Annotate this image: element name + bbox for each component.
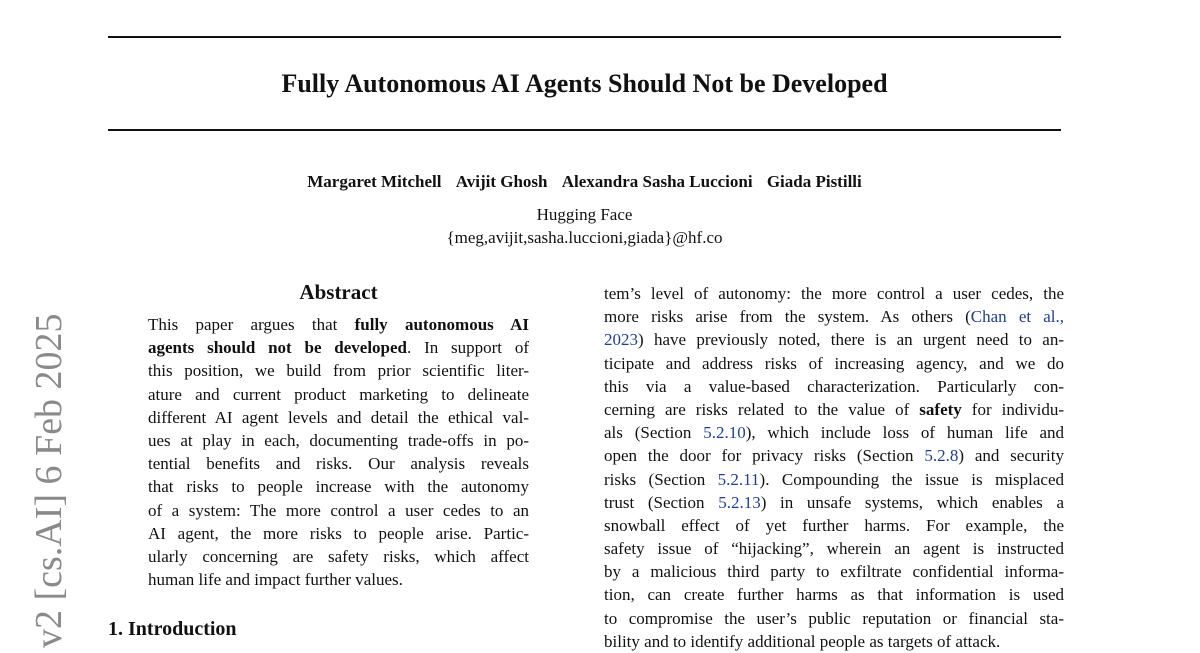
body-text: ). Compounding the issue is misplaced [759, 469, 1064, 489]
bold-text: fully autonomous AI [354, 315, 529, 334]
body-text: trust (Section [604, 492, 719, 512]
author-name: Margaret Mitchell [307, 172, 442, 191]
body-text: This paper argues that [148, 315, 355, 334]
abstract-line [148, 522, 529, 545]
body-text: . In support of [407, 338, 529, 358]
abstract-line [148, 406, 529, 429]
title-top-rule [108, 36, 1061, 38]
body-text: ) in unsafe systems, which enables a [760, 492, 1064, 512]
abstract-body [148, 313, 529, 591]
body-text: tem’s level of autonomy: the more control a user cedes, the [604, 284, 1064, 303]
title-bottom-rule [108, 129, 1061, 131]
author-name: Alexandra Sasha Luccioni [561, 172, 753, 191]
body-text: bility and to identify additional people as targets of attack. [604, 631, 1001, 651]
body-text: ) and security [958, 446, 1064, 466]
right-column-text [604, 282, 1064, 653]
right-column-line [604, 630, 1064, 653]
body-text: ticipate and address risks of increasing agency, and we do [604, 353, 1064, 373]
author-list [108, 171, 1061, 193]
affiliation-block [108, 203, 1061, 249]
citation-link[interactable]: Chan et al., [970, 307, 1064, 327]
body-text: open the door for privacy risks (Section [604, 446, 925, 466]
right-column-line [604, 607, 1064, 630]
body-text: to compromise the user’s public reputation or financial sta- [604, 608, 1064, 628]
citation-link[interactable]: 5.2.8 [924, 446, 959, 466]
citation-link[interactable]: 5.2.13 [718, 492, 761, 512]
author-name: Avijit Ghosh [455, 172, 548, 191]
right-column-line [604, 398, 1064, 421]
body-text: als (Section [604, 423, 704, 443]
body-text: ues at play in each, documenting trade-offs in po- [148, 430, 529, 450]
citation-link[interactable]: 2023 [604, 330, 638, 350]
right-column-line [604, 537, 1064, 560]
abstract-line [148, 429, 529, 452]
abstract-line [148, 359, 529, 382]
body-text: ), which include loss of human life and [745, 423, 1064, 443]
author-name: Giada Pistilli [766, 172, 862, 191]
introduction-heading: 1. Introduction [108, 618, 237, 640]
body-text: different AI agent levels and detail the ethical val- [148, 407, 529, 427]
citation-link[interactable]: 5.2.10 [703, 423, 746, 443]
abstract-line [148, 475, 529, 498]
affiliation: Hugging Face [536, 205, 633, 224]
right-column-line [604, 375, 1064, 398]
body-text: safety issue of “hijacking”, wherein an agent is instructed [604, 539, 1064, 559]
body-text: of a system: The more control a user cedes to an [148, 500, 529, 520]
body-text: that risks to people increase with the autonomy [148, 477, 529, 497]
right-column-line [604, 444, 1064, 467]
body-text: human life and impact further values. [148, 570, 403, 590]
right-column-line [604, 305, 1064, 328]
right-column-line [604, 560, 1064, 583]
bold-text: agents should not be developed [148, 338, 408, 358]
right-column-line [604, 282, 1064, 305]
right-column-line [604, 491, 1064, 514]
right-column-line [604, 352, 1064, 375]
abstract-line [148, 336, 529, 359]
arxiv-identifier-stamp: v2 [cs.AI] 6 Feb 2025 [28, 313, 70, 648]
paper-title: Fully Autonomous AI Agents Should Not be Developed [281, 69, 888, 98]
abstract-heading: Abstract [299, 280, 378, 304]
body-text: this position, we build from prior scientific liter- [148, 361, 529, 381]
abstract-line [148, 568, 529, 591]
right-column-line [604, 421, 1064, 444]
body-text: cerning are risks related to the value of [604, 399, 920, 419]
body-text: ) have previously noted, there is an urgent need to an- [638, 330, 1064, 350]
body-text: for individu- [961, 399, 1064, 419]
body-text: tion, can create further harms as that information is used [604, 585, 1064, 605]
body-text: snowball effect of yet further harms. For example, the [604, 515, 1064, 535]
abstract-line [148, 499, 529, 522]
body-text: this via a value-based characterization. Particularly con- [604, 376, 1064, 396]
body-text: more risks arise from the system. As others ( [604, 307, 971, 327]
abstract-line [148, 383, 529, 406]
bold-text: safety [919, 399, 962, 419]
right-column-line [604, 328, 1064, 351]
abstract-line [148, 545, 529, 568]
body-text: risks (Section [604, 469, 718, 489]
right-column-line [604, 514, 1064, 537]
body-text: ature and current product marketing to delineate [148, 384, 529, 404]
citation-link[interactable]: 5.2.11 [717, 469, 760, 489]
body-text: AI agent, the more risks to people arise. Partic- [148, 523, 529, 543]
body-text: by a malicious third party to exfiltrate confidential informa- [604, 562, 1064, 582]
body-text: ularly concerning are safety risks, which affect [148, 546, 529, 566]
right-column-line [604, 583, 1064, 606]
body-text: tential benefits and risks. Our analysis reveals [148, 454, 529, 474]
right-column-line [604, 468, 1064, 491]
abstract-line [148, 452, 529, 475]
author-emails: {meg,avijit,sasha.luccioni,giada}@hf.co [446, 228, 723, 247]
abstract-line [148, 313, 529, 336]
